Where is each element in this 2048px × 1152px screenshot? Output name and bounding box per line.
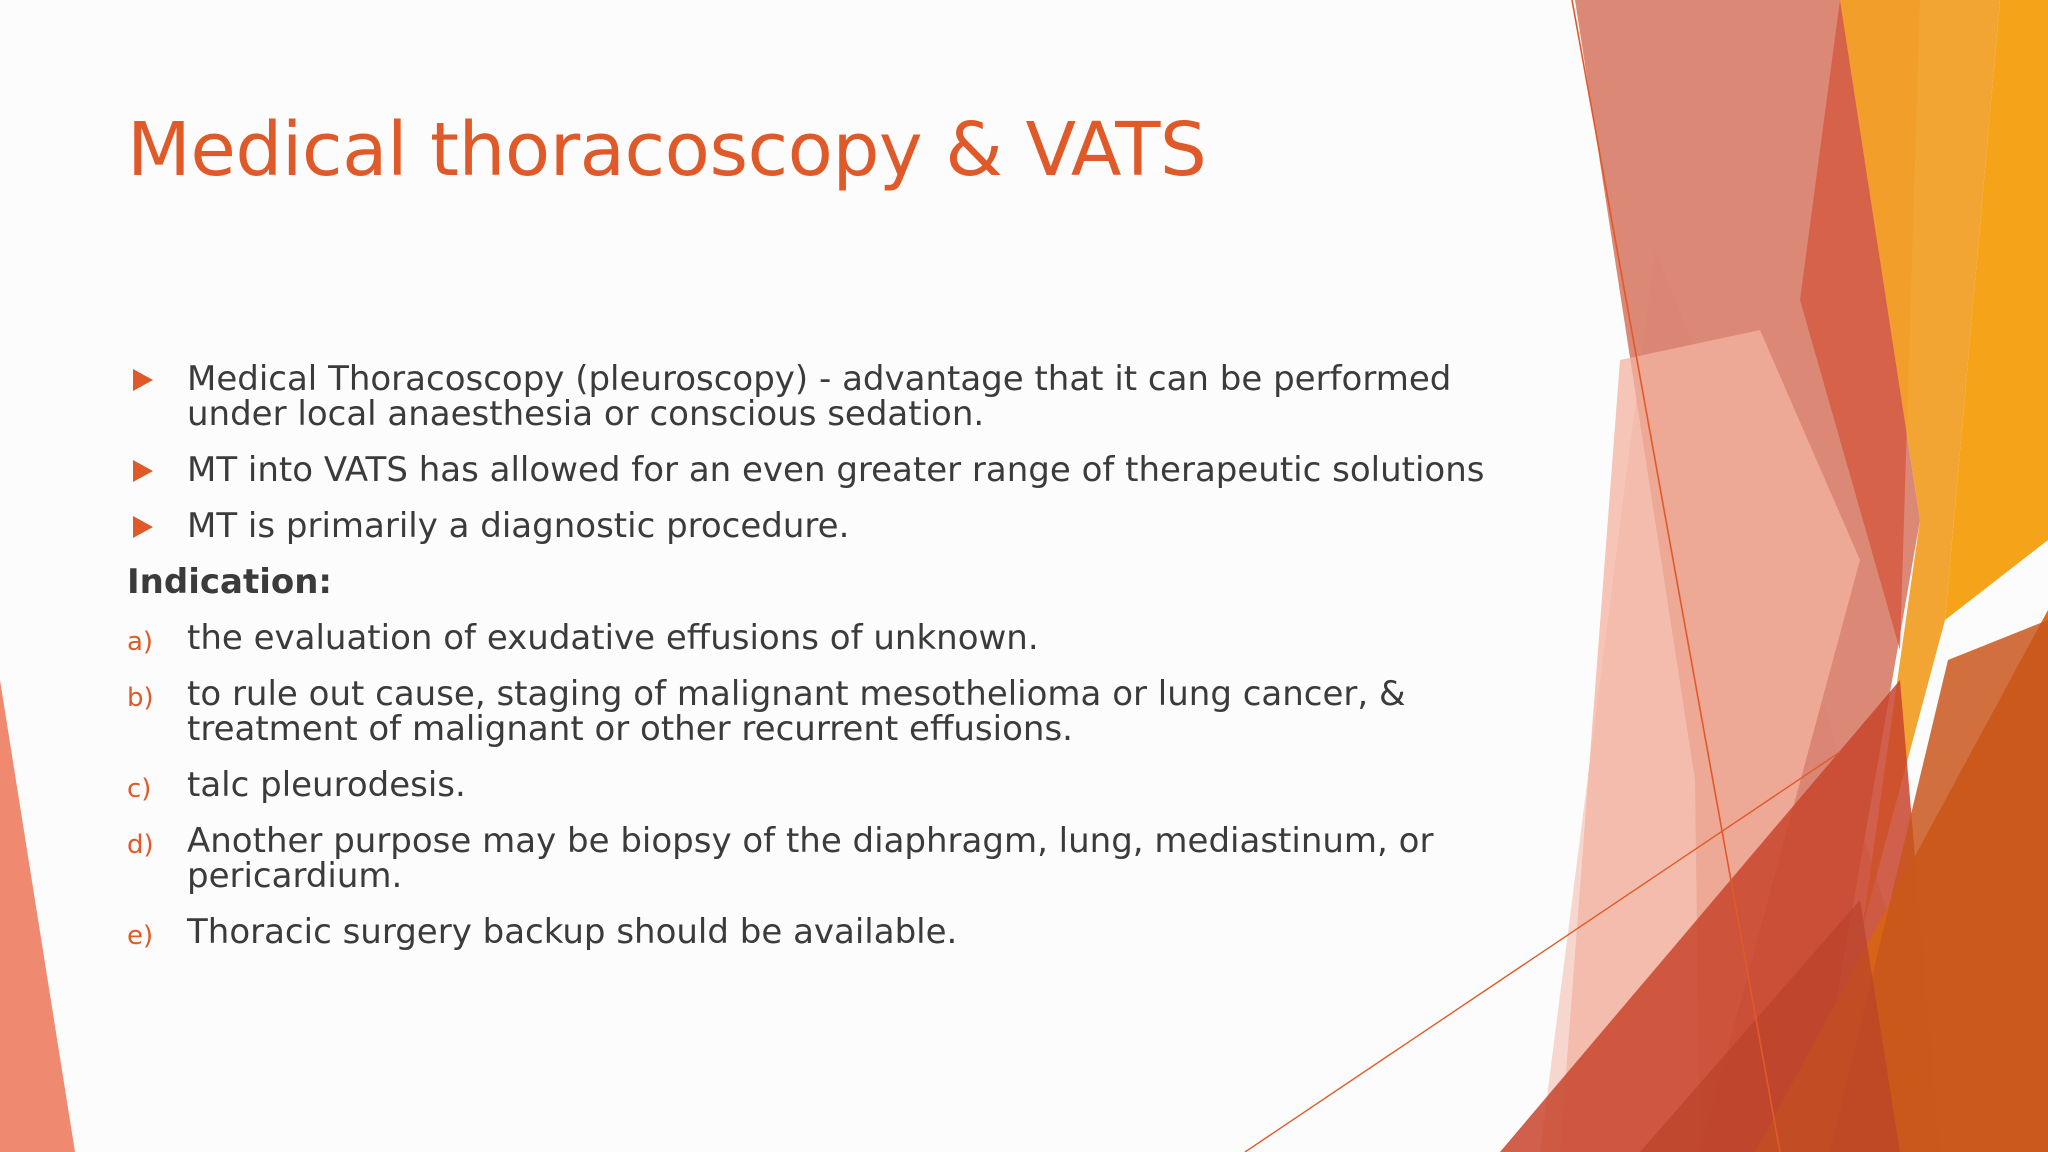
- bullet-text: MT into VATS has allowed for an even greater range of therapeutic solutions: [187, 450, 1485, 490]
- bullet-item: [127, 506, 1547, 546]
- triangle-bullet-icon: [133, 516, 153, 538]
- indication-marker: d): [127, 830, 154, 860]
- bullet-marker: [127, 453, 167, 488]
- left-edge-shape: [0, 680, 75, 1152]
- indication-marker: c): [127, 774, 152, 804]
- bullet-item: [127, 359, 1547, 434]
- indication-text: Thoracic surgery backup should be available.: [187, 912, 958, 952]
- indication-marker: b): [127, 683, 154, 713]
- indication-text: to rule out cause, staging of malignant mesothelioma or lung cancer, & treatment of malignant or other recurrent effusions.: [187, 674, 1406, 749]
- bullet-marker: [127, 509, 167, 544]
- indication-item: [127, 821, 1547, 896]
- indication-heading: Indication:: [127, 562, 333, 602]
- bullet-item: [127, 450, 1547, 490]
- bullet-text: MT is primarily a diagnostic procedure.: [187, 506, 850, 546]
- indication-text: talc pleurodesis.: [187, 765, 466, 805]
- slide-body: [127, 359, 1547, 971]
- indication-item: [127, 765, 1547, 805]
- triangle-bullet-icon: [133, 369, 153, 391]
- slide-title: Medical thoracoscopy & VATS: [127, 107, 1207, 193]
- indication-text: the evaluation of exudative effusions of unknown.: [187, 618, 1039, 658]
- bullet-text: Medical Thoracoscopy (pleuroscopy) - advantage that it can be performed under local anaesthesia or conscious sedation.: [187, 359, 1452, 434]
- indication-item: [127, 912, 1547, 952]
- triangle-bullet-icon: [133, 460, 153, 482]
- bullet-marker: [127, 362, 167, 397]
- indication-item: [127, 674, 1547, 749]
- indication-item: [127, 618, 1547, 658]
- indication-text: Another purpose may be biopsy of the diaphragm, lung, mediastinum, or pericardium.: [187, 821, 1434, 896]
- indication-marker: e): [127, 921, 154, 951]
- indication-marker: a): [127, 627, 154, 657]
